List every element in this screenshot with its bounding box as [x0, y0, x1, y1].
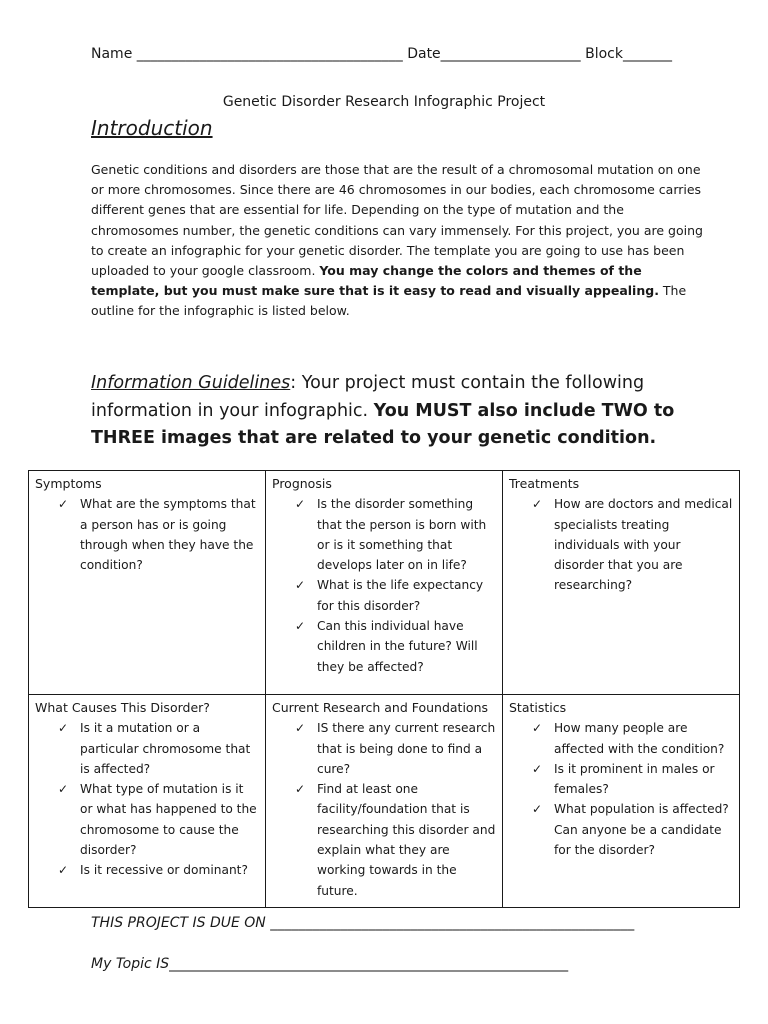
guidelines-text: : Your project must contain the following information in your infographic.	[91, 373, 645, 421]
cell-title: Current Research and Foundations	[272, 700, 489, 715]
checklist-item: ✓ Is it prominent in males or females?	[554, 759, 733, 800]
checklist	[35, 494, 259, 575]
checklist	[272, 718, 496, 901]
introduction-heading: Introduction	[91, 116, 213, 140]
checklist-item: ✓ What is the life expectancy for this disorder?	[317, 575, 496, 616]
introduction-text-end: The outline for the infographic is listed below.	[91, 283, 687, 319]
checklist-item: ✓ What type of mutation is it or what has happened to the chromosome to cause the disorder?	[80, 779, 259, 860]
introduction-paragraph	[91, 160, 711, 322]
checklist-item: ✓ Is it a mutation or a particular chromosome that is affected?	[80, 718, 259, 779]
guidelines-heading: Information Guidelines	[91, 373, 291, 393]
guidelines-table	[28, 470, 740, 908]
cell-title: What Causes This Disorder?	[35, 700, 210, 715]
table-cell-research	[266, 695, 503, 908]
checklist	[35, 718, 259, 880]
checklist-item: ✓ Is the disorder something that the person is born with or is it something that develops later on in life?	[317, 494, 496, 575]
guidelines-bold-text: You MUST also include TWO to THREE images that are related to your genetic condition.	[91, 400, 675, 448]
introduction-text: Genetic conditions and disorders are those that are the result of a chromosomal mutation on one or more chromosomes. Since there are 46 chromosomes in our bodies, each chromosome carries different genes that are essential for life. Depending on the type of mutation and the chromosomes number, the genetic conditions can vary immensely. For this project, you are going to create an infographic for your genetic disorder. The template you are going to use has been uploaded to your google classroom.	[91, 162, 703, 279]
page-title: Genetic Disorder Research Infographic Project	[222, 94, 546, 110]
table-row	[29, 695, 740, 908]
table-row	[29, 471, 740, 695]
checklist-item: ✓ What are the symptoms that a person has or is going through when they have the condition?	[80, 494, 259, 575]
checklist-item: ✓ IS there any current research that is being done to find a cure?	[317, 718, 496, 779]
checklist-item: ✓ Is it recessive or dominant?	[80, 860, 259, 880]
table-cell-symptoms	[29, 471, 266, 695]
cell-title: Treatments	[509, 476, 580, 491]
checklist	[272, 494, 496, 677]
table-cell-prognosis	[266, 471, 503, 695]
due-date-line: THIS PROJECT IS DUE ON ____________________________________________________	[91, 915, 635, 931]
checklist-item: ✓ How many people are affected with the condition?	[554, 718, 733, 759]
checklist-item: ✓ Find at least one facility/foundation that is researching this disorder and explain what they are working towards in the future.	[317, 779, 496, 901]
checklist	[509, 718, 733, 860]
checklist-item: ✓ Can this individual have children in the future? Will they be affected?	[317, 616, 496, 677]
header-fields-line: Name ______________________________________ Date____________________ Block_______	[91, 46, 672, 62]
introduction-bold-text: You may change the colors and themes of the template, but you must make sure that is it easy to read and visually appealing.	[91, 263, 659, 299]
table-cell-treatments	[503, 471, 740, 695]
checklist	[509, 494, 733, 595]
table-cell-statistics	[503, 695, 740, 908]
topic-line: My Topic IS_________________________________________________________	[91, 956, 569, 972]
checklist-item: ✓ How are doctors and medical specialists treating individuals with your disorder that you are researching?	[554, 494, 733, 595]
cell-title: Statistics	[509, 700, 567, 715]
cell-title: Prognosis	[272, 476, 332, 491]
guidelines-paragraph	[91, 370, 731, 453]
cell-title: Symptoms	[35, 476, 102, 491]
table-cell-causes	[29, 695, 266, 908]
checklist-item: ✓ What population is affected? Can anyone be a candidate for the disorder?	[554, 799, 733, 860]
